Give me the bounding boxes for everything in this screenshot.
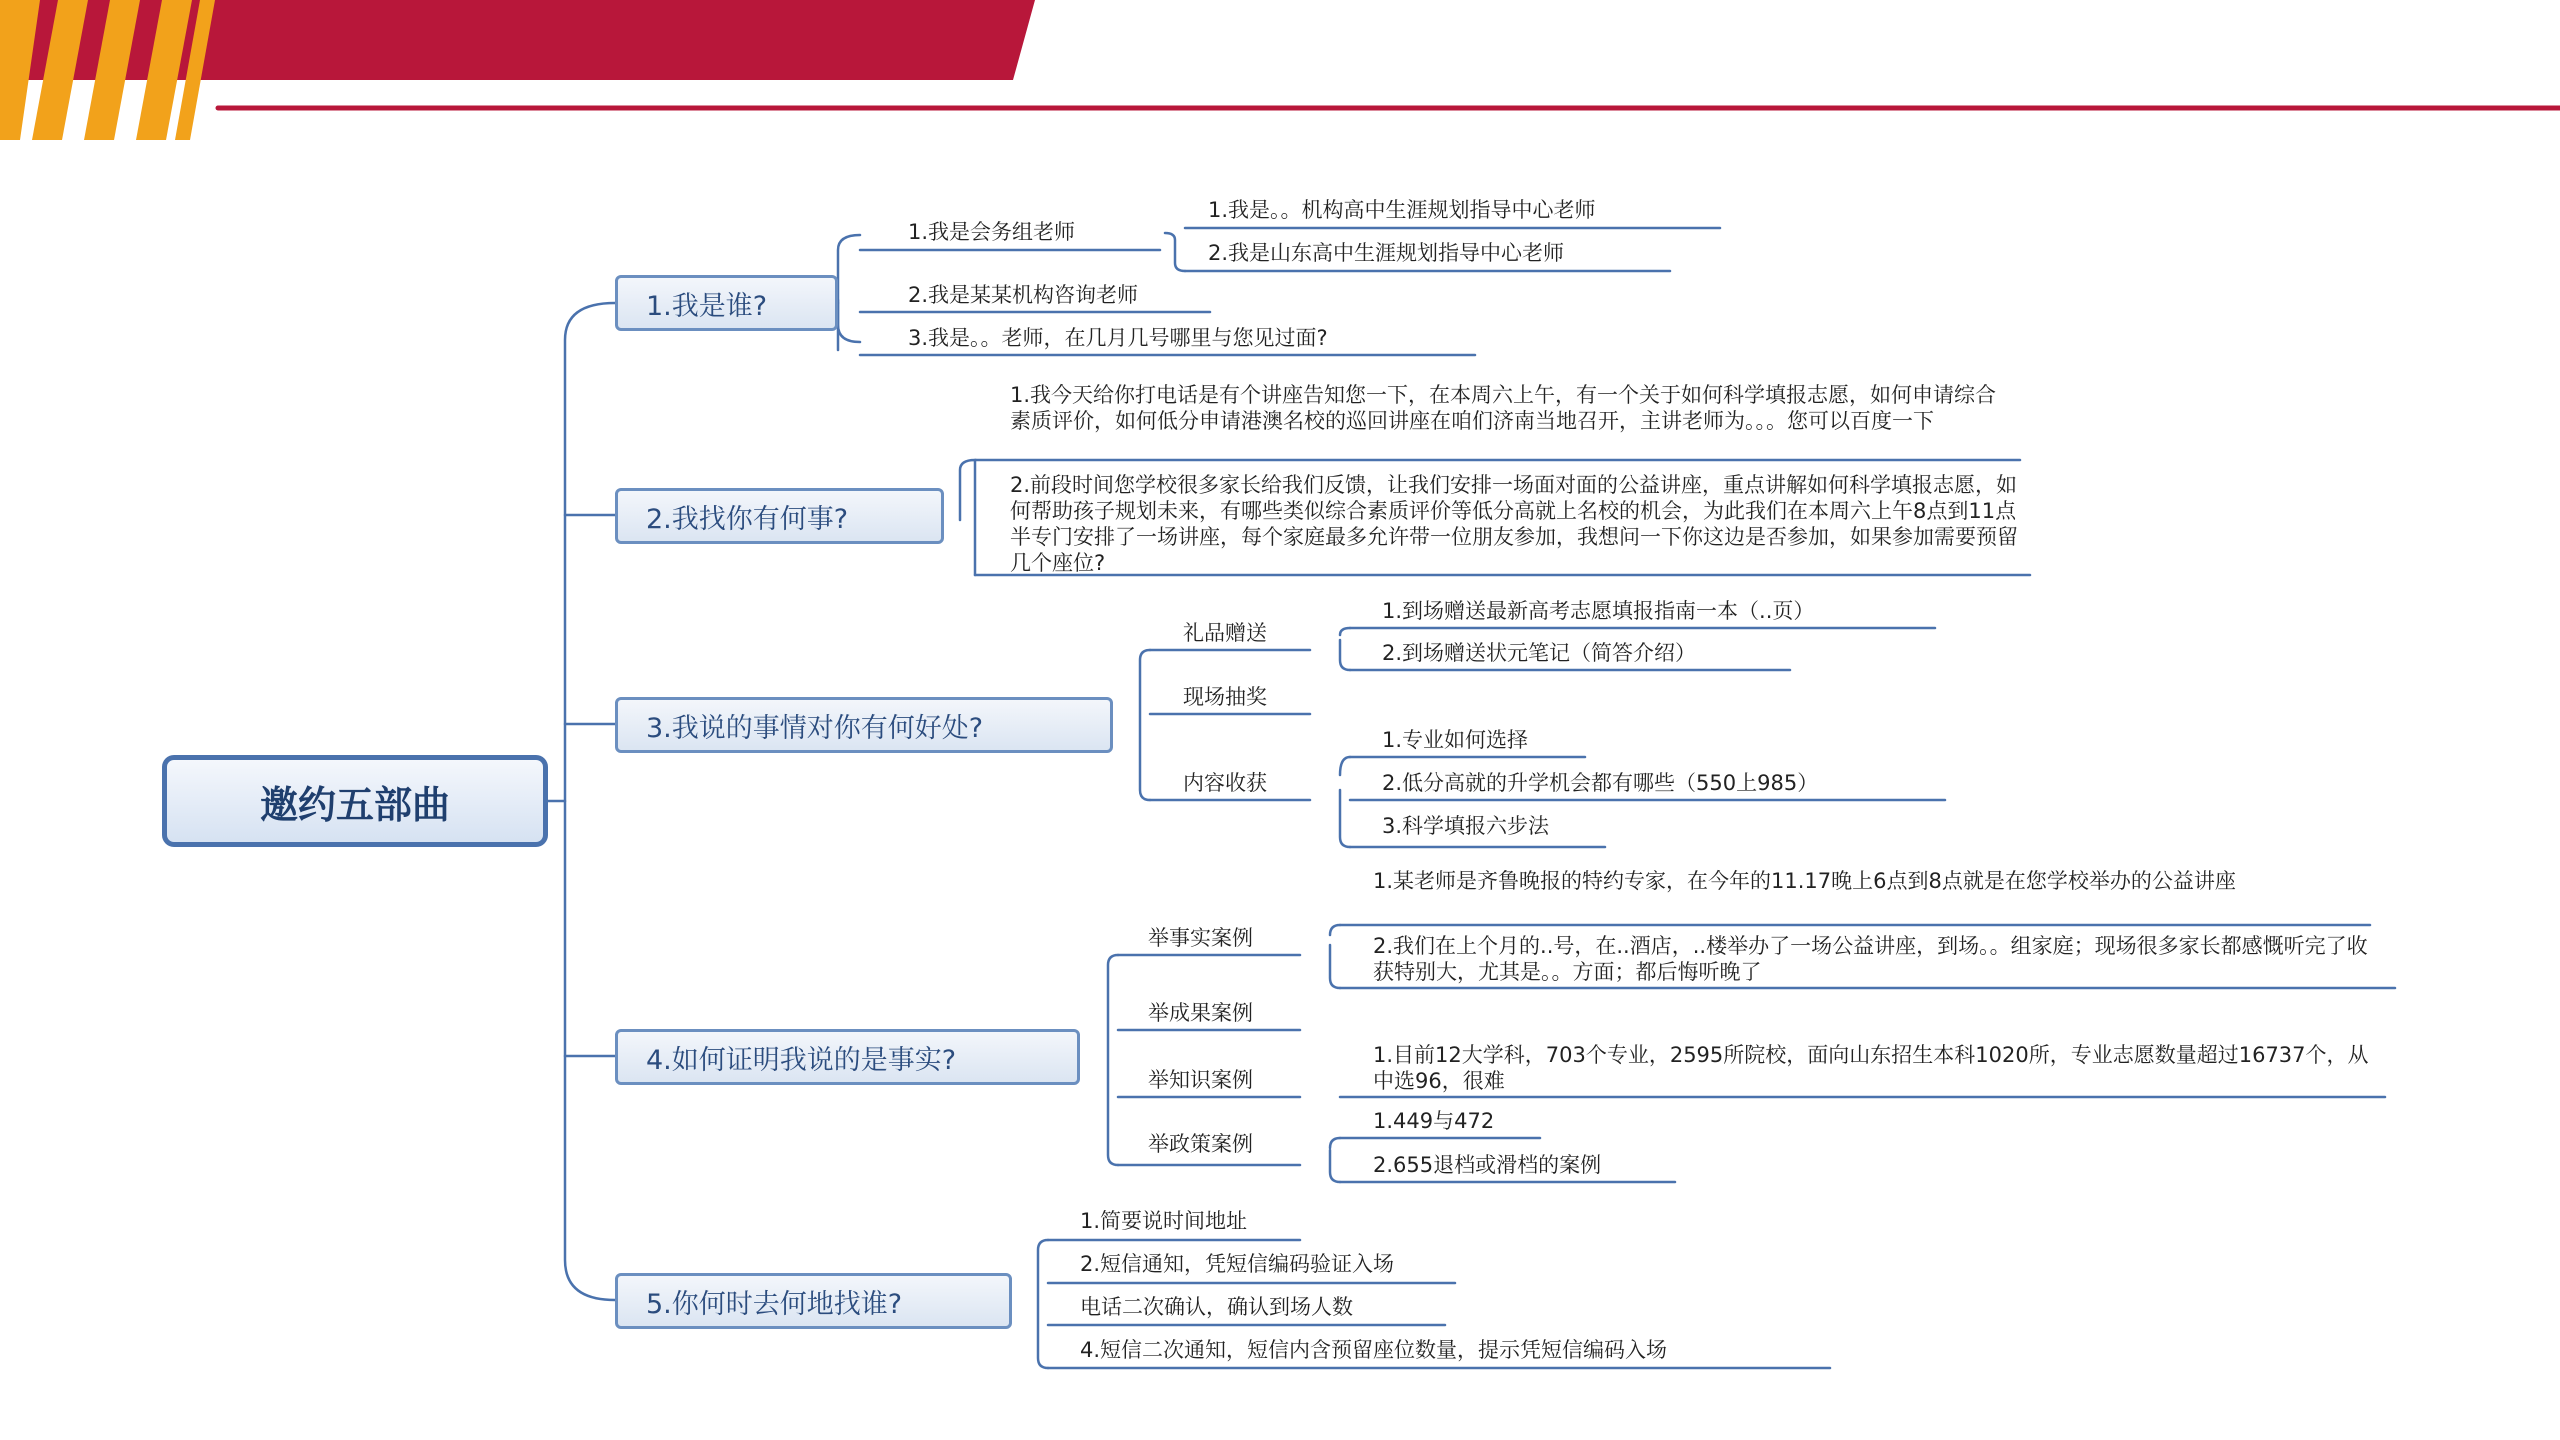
b3-gift[interactable]: 礼品赠送 [1183, 621, 1267, 645]
b3-content-child3[interactable]: 3.科学填报六步法 [1382, 814, 1550, 838]
branch-proof[interactable]: 4.如何证明我说的是事实? [615, 1029, 1080, 1085]
b4-policy-child2[interactable]: 2.655退档或滑档的案例 [1373, 1153, 1602, 1177]
branch-purpose[interactable]: 2.我找你有何事? [615, 488, 944, 544]
b4-policy-child1[interactable]: 1.449与472 [1373, 1109, 1495, 1133]
branch-who-am-i[interactable]: 1.我是谁? [615, 275, 838, 331]
b2-point1[interactable]: 1.我今天给你打电话是有个讲座告知您一下，在本周六上午，有一个关于如何科学填报志愿，如何申请综合素质评价，如何低分申请港澳名校的巡回讲座在咱们济南当地召开，主讲老师为。。。您可以百度一下 [1010, 383, 1997, 433]
b1-sub2[interactable]: 2.我是某某机构咨询老师 [908, 283, 1139, 307]
b2-point2[interactable]: 2.前段时间您学校很多家长给我们反馈，让我们安排一场面对面的公益讲座，重点讲解如何科学填报志愿，如何帮助孩子规划未来，有哪些类似综合素质评价等低分高就上名校的机会，为此我们在本周六上午8点到11点半专门安排了一场讲座，每个家庭最多允许带一位朋友参加，我想问一下你这边是否参加，如果参加需要预留几个座位? [1010, 473, 2018, 575]
b5-item3[interactable]: 电话二次确认，确认到场人数 [1080, 1295, 1353, 1319]
b1-sub3[interactable]: 3.我是。。老师，在几月几号哪里与您见过面? [908, 326, 1328, 350]
b3-lottery[interactable]: 现场抽奖 [1183, 685, 1267, 709]
b1-sub1-child2[interactable]: 2.我是山东高中生涯规划指导中心老师 [1208, 241, 1565, 265]
b4-result[interactable]: 举成果案例 [1148, 1001, 1253, 1025]
b4-fact-child2[interactable]: 2.我们在上个月的..号，在..酒店，..楼举办了一场公益讲座，到场。。组家庭；现场很多家长都感慨听完了收获特别大，尤其是。。方面；都后悔听晚了 [1373, 934, 2368, 984]
b4-knowledge-child[interactable]: 1.目前12大学科，703个专业，2595所院校，面向山东招生本科1020所，专业志愿数量超过16737个，从中选96，很难 [1373, 1043, 2369, 1093]
b3-gift-child1[interactable]: 1.到场赠送最新高考志愿填报指南一本（..页） [1382, 599, 1815, 623]
b5-item2[interactable]: 2.短信通知，凭短信编码验证入场 [1080, 1252, 1395, 1276]
b3-content-child1[interactable]: 1.专业如何选择 [1382, 728, 1529, 752]
b1-sub1[interactable]: 1.我是会务组老师 [908, 220, 1076, 244]
b5-item4[interactable]: 4.短信二次通知，短信内含预留座位数量，提示凭短信编码入场 [1080, 1338, 1668, 1362]
branch-when-where[interactable]: 5.你何时去何地找谁? [615, 1273, 1012, 1329]
b4-fact-child1[interactable]: 1.某老师是齐鲁晚报的特约专家，在今年的11.17晚上6点到8点就是在您学校举办的公益讲座 [1373, 869, 2236, 893]
b4-knowledge[interactable]: 举知识案例 [1148, 1068, 1253, 1092]
b3-content-child2[interactable]: 2.低分高就的升学机会都有哪些（550上985） [1382, 771, 1819, 795]
branch-benefit[interactable]: 3.我说的事情对你有何好处? [615, 697, 1113, 753]
b5-item1[interactable]: 1.简要说时间地址 [1080, 1209, 1248, 1233]
b1-sub1-child1[interactable]: 1.我是。。机构高中生涯规划指导中心老师 [1208, 198, 1596, 222]
b3-content[interactable]: 内容收获 [1183, 771, 1267, 795]
b4-policy[interactable]: 举政策案例 [1148, 1132, 1253, 1156]
b4-fact[interactable]: 举事实案例 [1148, 926, 1253, 950]
root-topic[interactable]: 邀约五部曲 [162, 755, 548, 847]
b3-gift-child2[interactable]: 2.到场赠送状元笔记（简答介绍） [1382, 641, 1697, 665]
